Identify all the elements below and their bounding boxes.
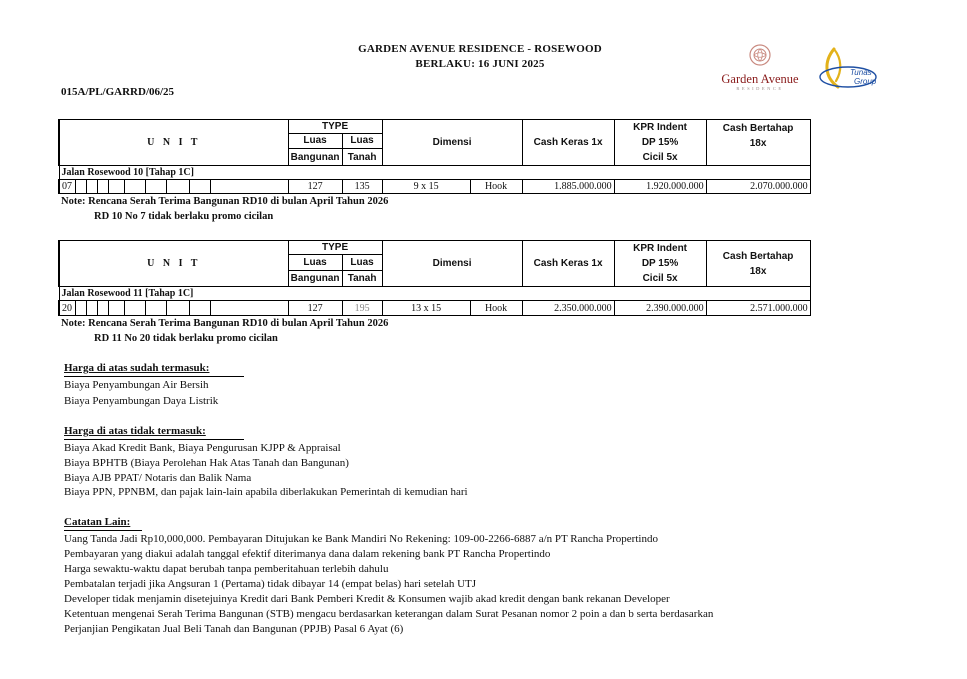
- kpr-indent-header: [614, 241, 706, 287]
- unit-header: U N I T: [59, 241, 288, 287]
- unit-number: 20: [59, 301, 75, 316]
- bertahap-price: 2.070.000.000: [706, 180, 810, 194]
- bertahap-price: 2.571.000.000: [706, 301, 810, 316]
- luas-bangunan: 127: [288, 180, 342, 194]
- note-item: Ketentuan mengenai Serah Terima Bangunan (STB) mengacu berdasarkan keterangan dalam Surat Pesanan nomor 2 poin a dan b serta berdasarkan: [64, 608, 714, 620]
- table-row: [59, 301, 810, 316]
- dimensi-value: 9 x 15: [382, 180, 470, 194]
- note-item: Uang Tanda Jadi Rp10,000,000. Pembayaran Ditujukan ke Bank Mandiri No Rekening: 109-00-2266-6887 a/n PT Rancha Propertindo: [64, 533, 658, 545]
- logo-subtitle: RESIDENCE: [736, 86, 784, 91]
- dimensi-header: Dimensi: [382, 120, 522, 166]
- excluded-heading: Harga di atas tidak termasuk:: [64, 425, 206, 437]
- type-header: TYPE: [288, 120, 382, 134]
- promo-note: RD 10 No 7 tidak berlaku promo cicilan: [94, 211, 274, 222]
- type-header: TYPE: [288, 241, 382, 255]
- bangunan-label: Bangunan: [288, 149, 342, 166]
- excluded-item: Biaya Akad Kredit Bank, Biaya Pengurusan KJPP & Appraisal: [64, 442, 341, 454]
- note-item: Developer tidak menjamin disetejuinya Kredit dari Bank Pemberi Kredit & Konsumen wajib akad kredit dengan bank rekanan Developer: [64, 593, 670, 605]
- unit-price-table-1: [58, 119, 811, 194]
- luas-label: Luas: [342, 255, 382, 271]
- tanah-label: Tanah: [342, 149, 382, 166]
- luas-tanah: 195: [342, 301, 382, 316]
- included-item: Biaya Penyambungan Daya Listrik: [64, 395, 219, 407]
- dp-label: DP 15%: [641, 258, 679, 269]
- cash-keras-price: 2.350.000.000: [522, 301, 614, 316]
- street-heading: Jalan Rosewood 11 [Tahap 1C]: [59, 287, 810, 301]
- street-heading: Jalan Rosewood 10 [Tahap 1C]: [59, 166, 810, 180]
- handover-note: Note: Rencana Serah Terima Bangunan RD10 di bulan April Tahun 2026: [61, 318, 389, 329]
- included-item: Biaya Penyambungan Air Bersih: [64, 379, 209, 391]
- dp-label: DP 15%: [641, 137, 679, 148]
- rose-emblem-icon: [749, 44, 771, 66]
- included-heading-rule: [64, 376, 244, 377]
- promo-note: RD 11 No 20 tidak berlaku promo cicilan: [94, 333, 278, 344]
- luas-label: Luas: [288, 133, 342, 149]
- cash-keras-header: Cash Keras 1x: [522, 120, 614, 166]
- logo-name: Garden Avenue: [721, 72, 799, 86]
- notes-heading-rule: [64, 530, 142, 531]
- bertahap-count: 18x: [749, 138, 767, 149]
- note-item: Pembayaran yang diakui adalah tanggal efektif diterimanya dana dalam rekening bank PT Rancha Propertindo: [64, 548, 551, 560]
- excluded-heading-rule: [64, 439, 244, 440]
- luas-label: Luas: [288, 255, 342, 271]
- unit-price-table-2: [58, 240, 811, 316]
- cash-bertahap-header: [706, 241, 810, 287]
- kpr-indent-label: KPR Indent: [633, 243, 688, 254]
- posisi-value: Hook: [470, 301, 522, 316]
- cash-keras-price: 1.885.000.000: [522, 180, 614, 194]
- handover-note: Note: Rencana Serah Terima Bangunan RD10 di bulan April Tahun 2026: [61, 196, 389, 207]
- excluded-item: Biaya AJB PPAT/ Notaris dan Balik Nama: [64, 472, 252, 484]
- tanah-label: Tanah: [342, 271, 382, 287]
- luas-label: Luas: [342, 133, 382, 149]
- cash-bertahap-label: Cash Bertahap: [722, 250, 794, 262]
- table-row: [59, 180, 810, 194]
- included-heading: Harga di atas sudah termasuk:: [64, 362, 210, 374]
- notes-heading: Catatan Lain:: [64, 516, 131, 528]
- cash-bertahap-label: Cash Bertahap: [722, 123, 794, 134]
- bertahap-count: 18x: [749, 265, 767, 277]
- dimensi-value: 13 x 15: [382, 301, 470, 316]
- dimensi-header: Dimensi: [382, 241, 522, 287]
- luas-bangunan: 127: [288, 301, 342, 316]
- excluded-item: Biaya PPN, PPNBM, dan pajak lain-lain apabila diberlakukan Pemerintah di kemudian hari: [64, 486, 468, 498]
- bangunan-label: Bangunan: [288, 271, 342, 287]
- unit-header: U N I T: [59, 120, 288, 166]
- tunas-group-logo: [812, 43, 882, 93]
- logo2-line2: Group: [854, 77, 877, 86]
- document-title: GARDEN AVENUE RESIDENCE - ROSEWOOD: [358, 43, 602, 55]
- document-number: 015A/PL/GARRD/06/25: [61, 86, 175, 98]
- kpr-price: 2.390.000.000: [614, 301, 706, 316]
- note-item: Harga sewaktu-waktu dapat berubah tanpa pemberitahuan terlebih dahulu: [64, 563, 389, 575]
- kpr-indent-header: [614, 120, 706, 166]
- posisi-value: Hook: [470, 180, 522, 194]
- garden-avenue-logo: [714, 44, 806, 91]
- note-item: Pembatalan terjadi jika Angsuran 1 (Pertama) tidak dibayar 14 (empat belas) hari setelah UTJ: [64, 578, 477, 590]
- cash-bertahap-header: [706, 120, 810, 166]
- note-item: Perjanjian Pengikatan Jual Beli Tanah dan Bangunan (PPJB) Pasal 6 Ayat (6): [64, 623, 404, 635]
- logo2-line1: Tunas: [850, 68, 872, 77]
- cicil-label: Cicil 5x: [642, 273, 678, 284]
- unit-number: 07: [59, 180, 75, 194]
- cicil-label: Cicil 5x: [642, 152, 678, 163]
- luas-tanah: 135: [342, 180, 382, 194]
- kpr-price: 1.920.000.000: [614, 180, 706, 194]
- excluded-item: Biaya BPHTB (Biaya Perolehan Hak Atas Tanah dan Bangunan): [64, 457, 349, 469]
- effective-date: BERLAKU: 16 JUNI 2025: [415, 58, 545, 70]
- cash-keras-header: Cash Keras 1x: [522, 241, 614, 287]
- kpr-indent-label: KPR Indent: [633, 122, 688, 133]
